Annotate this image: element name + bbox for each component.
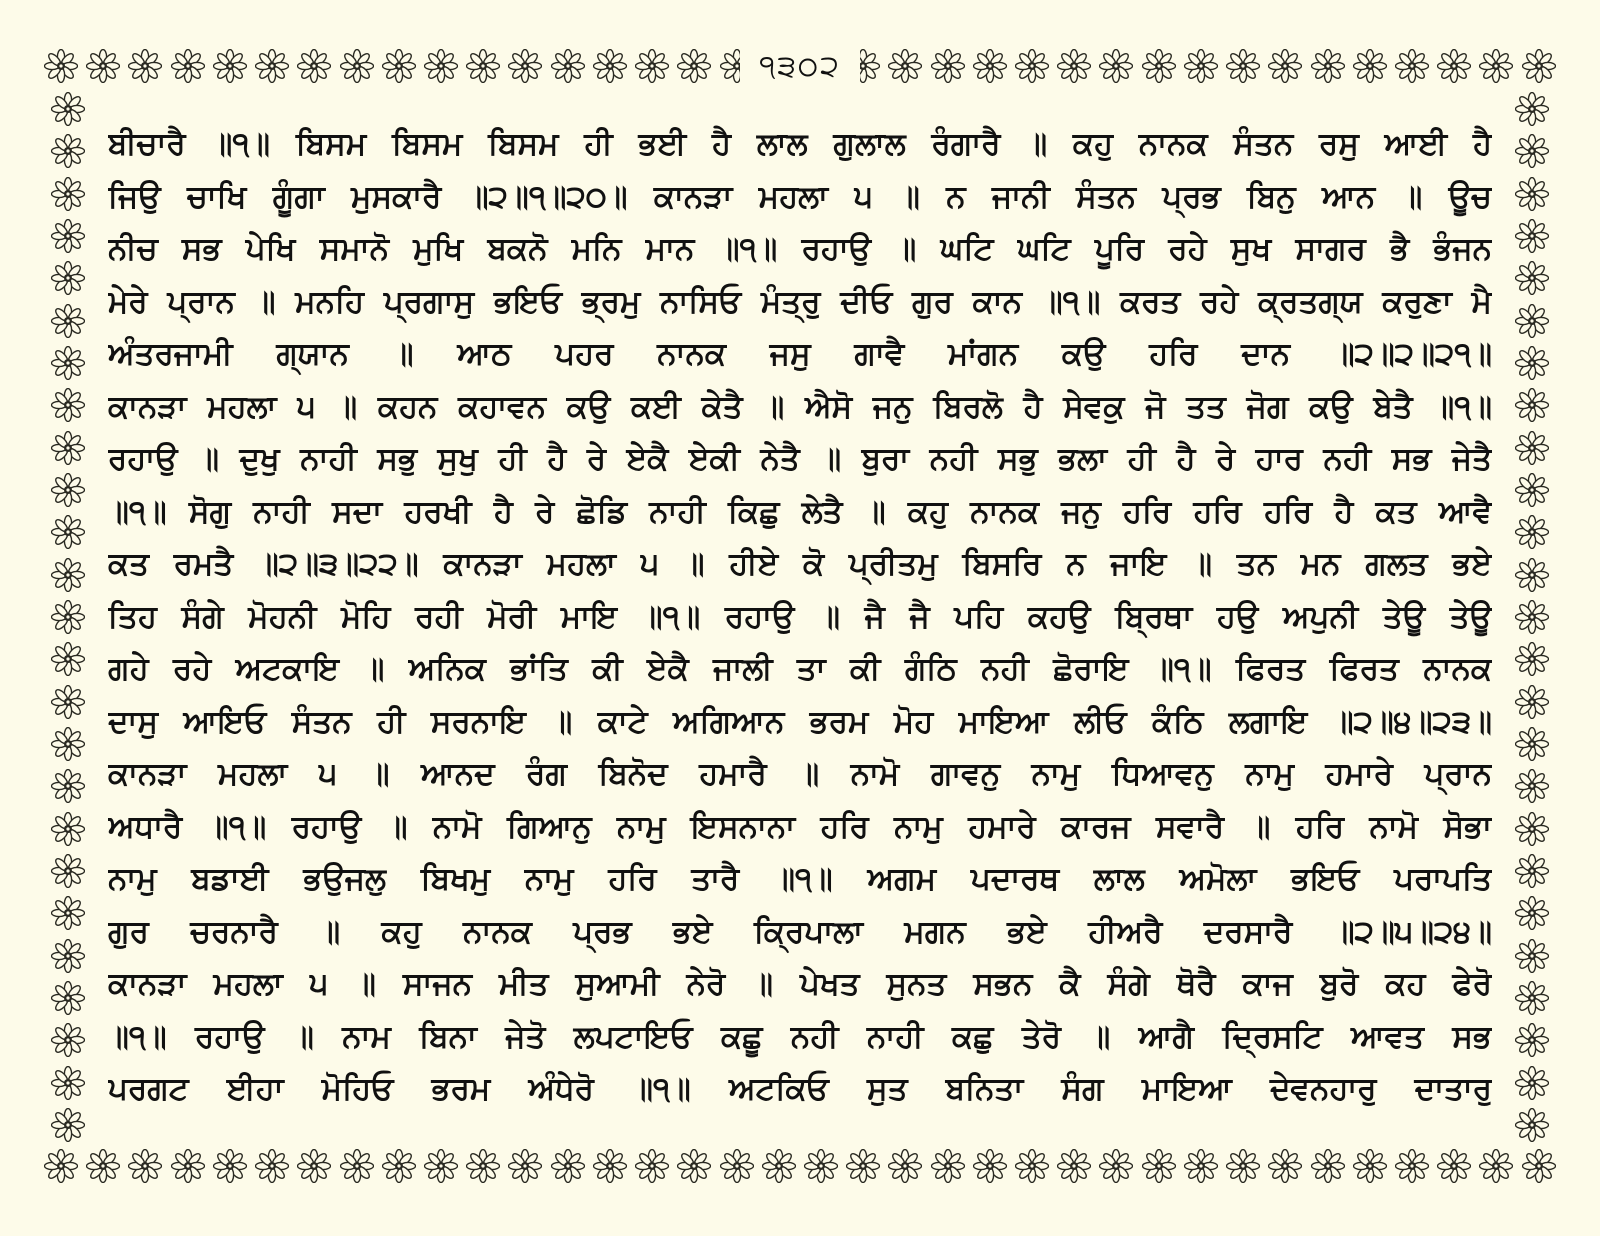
flower-border-icon <box>1515 134 1549 168</box>
flower-border-icon <box>424 49 458 83</box>
flower-border-icon <box>51 219 85 253</box>
flower-border-icon <box>1515 346 1549 380</box>
flower-border-icon <box>1142 49 1176 83</box>
flower-border-icon <box>593 1149 627 1183</box>
text-line: ਬੀਚਾਰੈ ॥੧॥ ਬਿਸਮ ਬਿਸਮ ਬਿਸਮ ਹੀ ਭਈ ਹੈ ਲਾਲ ਗੁਲਾਲ ਰੰਗਾਰੈ ॥ ਕਹੁ ਨਾਨਕ ਸੰਤਨ ਰਸੁ ਆਈ ਹੈ <box>108 126 1492 162</box>
text-line: ਨੀਚ ਸਭ ਪੇਖਿ ਸਮਾਨੋ ਮੁਖਿ ਬਕਨੋ ਮਨਿ ਮਾਨ ॥੧॥ ਰਹਾਉ ॥ ਘਟਿ ਘਟਿ ਪੂਰਿ ਰਹੇ ਸੁਖ ਸਾਗਰ ਭੈ ਭੰਜਨ <box>108 231 1492 267</box>
flower-border-icon <box>51 896 85 930</box>
flower-border-icon <box>51 304 85 338</box>
flower-border-icon <box>1515 431 1549 465</box>
flower-border-icon <box>340 1149 374 1183</box>
flower-border-icon <box>51 473 85 507</box>
flower-border-icon <box>255 1149 289 1183</box>
flower-border-icon <box>51 854 85 888</box>
flower-border-icon <box>1515 685 1549 719</box>
flower-border-icon <box>1184 49 1218 83</box>
flower-border-icon <box>1515 92 1549 126</box>
text-line: ਕਾਨੜਾ ਮਹਲਾ ੫ ॥ ਕਹਨ ਕਹਾਵਨ ਕਉ ਕਈ ਕੇਤੈ ॥ ਐਸੋ ਜਨੁ ਬਿਰਲੋ ਹੈ ਸੇਵਕੁ ਜੋ ਤਤ ਜੋਗ ਕਉ ਬੇਤੈ ॥੧॥ <box>108 388 1492 425</box>
flower-border-icon <box>1515 727 1549 761</box>
flower-border-icon <box>44 1149 78 1183</box>
flower-border-icon <box>1479 49 1513 83</box>
text-line: ਤਿਹ ਸੰਗੇ ਮੋਹਨੀ ਮੋਹਿ ਰਹੀ ਮੋਰੀ ਮਾਇ ॥੧॥ ਰਹਾਉ ॥ ਜੈ ਜੈ ਪਹਿ ਕਹਉ ਬ੍ਰਿਥਾ ਹਉ ਅਪੁਨੀ ਤੇਊ ਤੇਊ <box>108 598 1492 635</box>
flower-border-icon <box>931 1149 965 1183</box>
flower-border-icon <box>1515 1108 1549 1142</box>
text-line: ਨਾਮੁ ਬਡਾਈ ਭਉਜਲੁ ਬਿਖਮੁ ਨਾਮੁ ਹਰਿ ਤਾਰੈ ॥੧॥ ਅਗਮ ਪਦਾਰਥ ਲਾਲ ਅਮੋਲਾ ਭਇਓ ਪਰਾਪਤਿ <box>108 861 1492 897</box>
flower-border-icon <box>51 685 85 719</box>
flower-border-icon <box>51 431 85 465</box>
flower-border-icon <box>1515 981 1549 1015</box>
flower-border-icon <box>171 1149 205 1183</box>
flower-border-icon <box>846 1149 880 1183</box>
left-border <box>48 92 88 1142</box>
flower-border-icon <box>51 1108 85 1142</box>
flower-border-icon <box>297 49 331 83</box>
flower-border-icon <box>1226 1149 1260 1183</box>
flower-border-icon <box>888 49 922 83</box>
flower-border-icon <box>1057 49 1091 83</box>
flower-border-icon <box>466 1149 500 1183</box>
flower-border-icon <box>888 1149 922 1183</box>
flower-border-icon <box>51 727 85 761</box>
text-line: ਗੁਰ ਚਰਨਾਰੈ ॥ ਕਹੁ ਨਾਨਕ ਪ੍ਰਭ ਭਏ ਕ੍ਰਿਪਾਲਾ ਮਗਨ ਭਏ ਹੀਅਰੈ ਦਰਸਾਰੈ ॥੨॥੫॥੨੪॥ <box>108 913 1492 950</box>
bottom-border <box>44 1146 1556 1186</box>
flower-border-icon <box>1515 642 1549 676</box>
flower-border-icon <box>51 92 85 126</box>
flower-border-icon <box>1142 1149 1176 1183</box>
flower-border-icon <box>51 346 85 380</box>
flower-border-icon <box>508 49 542 83</box>
text-line: ਜਿਉ ਚਾਖਿ ਗੂੰਗਾ ਮੁਸਕਾਰੈ ॥੨॥੧॥੨੦॥ ਕਾਨੜਾ ਮਹਲਾ ੫ ॥ ਨ ਜਾਨੀ ਸੰਤਨ ਪ੍ਰਭ ਬਿਨੁ ਆਨ ॥ ਊਚ <box>108 178 1492 215</box>
flower-border-icon <box>51 1023 85 1057</box>
flower-border-icon <box>973 49 1007 83</box>
flower-border-icon <box>1479 1149 1513 1183</box>
flower-border-icon <box>466 49 500 83</box>
scripture-text <box>108 118 1492 1116</box>
flower-border-icon <box>1437 1149 1471 1183</box>
flower-border-icon <box>677 49 711 83</box>
flower-border-icon <box>635 49 669 83</box>
flower-border-icon <box>297 1149 331 1183</box>
flower-border-icon <box>551 1149 585 1183</box>
flower-border-icon <box>213 1149 247 1183</box>
flower-border-icon <box>677 1149 711 1183</box>
flower-border-icon <box>1353 49 1387 83</box>
flower-border-icon <box>1099 1149 1133 1183</box>
right-border <box>1512 92 1552 1142</box>
text-line: ॥੧॥ ਰਹਾਉ ॥ ਨਾਮ ਬਿਨਾ ਜੇਤੋ ਲਪਟਾਇਓ ਕਛੂ ਨਹੀ ਨਾਹੀ ਕਛੁ ਤੇਰੋ ॥ ਆਗੈ ਦ੍ਰਿਸਟਿ ਆਵਤ ਸਭ <box>108 1018 1492 1055</box>
flower-border-icon <box>1311 49 1345 83</box>
flower-border-icon <box>1057 1149 1091 1183</box>
flower-border-icon <box>1353 1149 1387 1183</box>
flower-border-icon <box>51 515 85 549</box>
flower-border-icon <box>171 49 205 83</box>
flower-border-icon <box>593 49 627 83</box>
flower-border-icon <box>382 49 416 83</box>
flower-border-icon <box>762 1149 796 1183</box>
flower-border-icon <box>973 1149 1007 1183</box>
flower-border-icon <box>1515 219 1549 253</box>
flower-border-icon <box>1437 49 1471 83</box>
flower-border-icon <box>1515 600 1549 634</box>
flower-border-icon <box>1515 939 1549 973</box>
flower-border-icon <box>51 600 85 634</box>
flower-border-icon <box>931 49 965 83</box>
flower-border-icon <box>51 769 85 803</box>
flower-border-icon <box>382 1149 416 1183</box>
flower-border-icon <box>1015 1149 1049 1183</box>
flower-border-icon <box>1515 558 1549 592</box>
flower-border-icon <box>44 49 78 83</box>
flower-border-icon <box>128 1149 162 1183</box>
flower-border-icon <box>804 1149 838 1183</box>
flower-border-icon <box>213 49 247 83</box>
text-line: ਗਹੇ ਰਹੇ ਅਟਕਾਇ ॥ ਅਨਿਕ ਭਾਂਤਿ ਕੀ ਏਕੈ ਜਾਲੀ ਤਾ ਕੀ ਗੰਠਿ ਨਹੀ ਛੋਰਾਇ ॥੧॥ ਫਿਰਤ ਫਿਰਤ ਨਾਨਕ <box>108 651 1492 687</box>
flower-border-icon <box>1515 769 1549 803</box>
flower-border-icon <box>128 49 162 83</box>
flower-border-icon <box>1311 1149 1345 1183</box>
text-line: ਪਰਗਟ ਈਹਾ ਮੋਹਿਓ ਭਰਮ ਅੰਧੇਰੋ ॥੧॥ ਅਟਕਿਓ ਸੁਤ ਬਨਿਤਾ ਸੰਗ ਮਾਇਆ ਦੇਵਨਹਾਰੁ ਦਾਤਾਰੁ <box>108 1071 1492 1107</box>
flower-border-icon <box>551 49 585 83</box>
flower-border-icon <box>1226 49 1260 83</box>
flower-border-icon <box>1515 812 1549 846</box>
flower-border-icon <box>1015 49 1049 83</box>
flower-border-icon <box>1395 49 1429 83</box>
flower-border-icon <box>1522 1149 1556 1183</box>
flower-border-icon <box>1515 515 1549 549</box>
flower-border-icon <box>51 812 85 846</box>
flower-border-icon <box>86 1149 120 1183</box>
flower-border-icon <box>51 177 85 211</box>
flower-border-icon <box>51 642 85 676</box>
flower-border-icon <box>1515 177 1549 211</box>
flower-border-icon <box>51 558 85 592</box>
flower-border-icon <box>424 1149 458 1183</box>
text-line: ਅੰਤਰਜਾਮੀ ਗ੍ਯਾਨ ॥ ਆਠ ਪਹਰ ਨਾਨਕ ਜਸੁ ਗਾਵੈ ਮਾਂਗਨ ਕਉ ਹਰਿ ਦਾਨ ॥੨॥੨॥੨੧॥ <box>108 336 1492 372</box>
flower-border-icon <box>51 939 85 973</box>
flower-border-icon <box>255 49 289 83</box>
flower-border-icon <box>1515 261 1549 295</box>
flower-border-icon <box>1515 304 1549 338</box>
flower-border-icon <box>51 388 85 422</box>
text-line: ਮੇਰੇ ਪ੍ਰਾਨ ॥ ਮਨਹਿ ਪ੍ਰਗਾਸੁ ਭਇਓ ਭ੍ਰਮੁ ਨਾਸਿਓ ਮੰਤ੍ਰੁ ਦੀਓ ਗੁਰ ਕਾਨ ॥੧॥ ਕਰਤ ਰਹੇ ਕ੍ਰਤਗ੍ਯ ਕਰੁਣਾ ਮੈ <box>108 283 1492 320</box>
flower-border-icon <box>340 49 374 83</box>
flower-border-icon <box>1268 1149 1302 1183</box>
flower-border-icon <box>51 134 85 168</box>
text-line: ਕਤ ਰਮਤੈ ॥੨॥੩॥੨੨॥ ਕਾਨੜਾ ਮਹਲਾ ੫ ॥ ਹੀਏ ਕੋ ਪ੍ਰੀਤਮੁ ਬਿਸਰਿ ਨ ਜਾਇ ॥ ਤਨ ਮਨ ਗਲਤ ਭਏ <box>108 546 1492 582</box>
flower-border-icon <box>1522 49 1556 83</box>
text-line: ਰਹਾਉ ॥ ਦੁਖੁ ਨਾਹੀ ਸਭੁ ਸੁਖੁ ਹੀ ਹੈ ਰੇ ਏਕੈ ਏਕੀ ਨੇਤੈ ॥ ਬੁਰਾ ਨਹੀ ਸਭੁ ਭਲਾ ਹੀ ਹੈ ਰੇ ਹਾਰ ਨਹੀ ਸਭ ਜੇਤੈ <box>108 441 1492 477</box>
flower-border-icon <box>1515 896 1549 930</box>
flower-border-icon <box>508 1149 542 1183</box>
flower-border-icon <box>1099 49 1133 83</box>
text-line: ਕਾਨੜਾ ਮਹਲਾ ੫ ॥ ਆਨਦ ਰੰਗ ਬਿਨੋਦ ਹਮਾਰੈ ॥ ਨਾਮੋ ਗਾਵਨੁ ਨਾਮੁ ਧਿਆਵਨੁ ਨਾਮੁ ਹਮਾਰੇ ਪ੍ਰਾਨ <box>108 756 1492 792</box>
text-line: ਦਾਸੁ ਆਇਓ ਸੰਤਨ ਹੀ ਸਰਨਾਇ ॥ ਕਾਟੇ ਅਗਿਆਨ ਭਰਮ ਮੋਹ ਮਾਇਆ ਲੀਓ ਕੰਠਿ ਲਗਾਇ ॥੨॥੪॥੨੩॥ <box>108 703 1492 740</box>
flower-border-icon <box>51 1066 85 1100</box>
flower-border-icon <box>1515 1023 1549 1057</box>
flower-border-icon <box>1515 473 1549 507</box>
text-line: ਅਧਾਰੈ ॥੧॥ ਰਹਾਉ ॥ ਨਾਮੋ ਗਿਆਨੁ ਨਾਮੁ ਇਸਨਾਨਾ ਹਰਿ ਨਾਮੁ ਹਮਾਰੇ ਕਾਰਜ ਸਵਾਰੈ ॥ ਹਰਿ ਨਾਮੋ ਸੋਭਾ <box>108 808 1492 845</box>
flower-border-icon <box>86 49 120 83</box>
flower-border-icon <box>1515 854 1549 888</box>
flower-border-icon <box>1515 388 1549 422</box>
flower-border-icon <box>51 981 85 1015</box>
flower-border-icon <box>1395 1149 1429 1183</box>
text-line: ॥੧॥ ਸੋਗੁ ਨਾਹੀ ਸਦਾ ਹਰਖੀ ਹੈ ਰੇ ਛੋਡਿ ਨਾਹੀ ਕਿਛੁ ਲੇਤੈ ॥ ਕਹੁ ਨਾਨਕ ਜਨੁ ਹਰਿ ਹਰਿ ਹਰਿ ਹੈ ਕਤ ਆਵੈ <box>108 493 1492 530</box>
flower-border-icon <box>635 1149 669 1183</box>
text-line: ਕਾਨੜਾ ਮਹਲਾ ੫ ॥ ਸਾਜਨ ਮੀਤ ਸੁਆਮੀ ਨੇਰੋ ॥ ਪੇਖਤ ਸੁਨਤ ਸਭਨ ਕੈ ਸੰਗੇ ਥੋਰੈ ਕਾਜ ਬੁਰੋ ਕਹ ਫੇਰੋ <box>108 966 1492 1002</box>
flower-border-icon <box>720 1149 754 1183</box>
page-number: ੧੩੦੨ <box>740 40 860 92</box>
flower-border-icon <box>51 261 85 295</box>
flower-border-icon <box>1515 1066 1549 1100</box>
flower-border-icon <box>1184 1149 1218 1183</box>
flower-border-icon <box>1268 49 1302 83</box>
